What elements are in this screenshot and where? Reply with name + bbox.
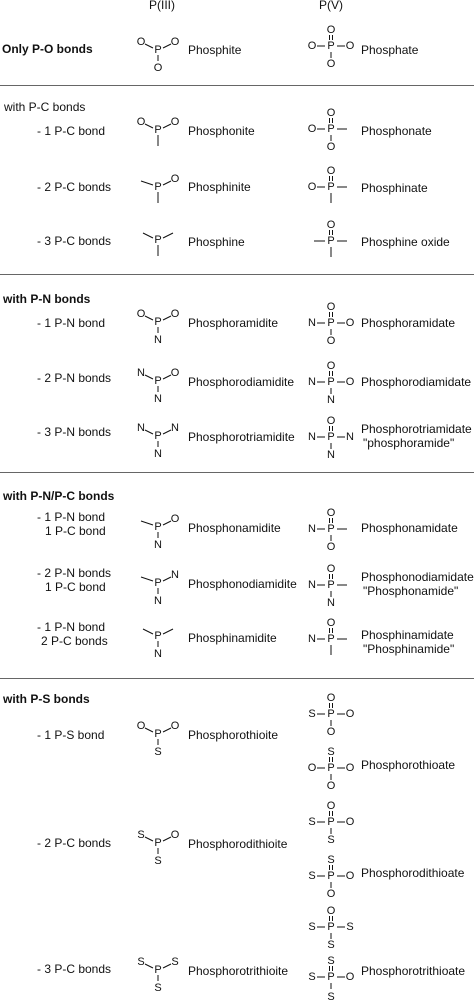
phosphoramidite-structure [135, 300, 185, 348]
svg-text:P: P [327, 522, 335, 535]
p5-compound-name: Phosphinate [361, 181, 428, 195]
svg-text:O: O [326, 691, 336, 704]
section-title-ps: with P-S bonds [3, 692, 90, 706]
p3-compound-name: Phosphonamidite [188, 521, 281, 535]
svg-text:O: O [326, 300, 336, 313]
svg-text:O: O [307, 761, 317, 774]
p3-compound-name: Phosphinite [188, 180, 251, 194]
svg-text:O: O [307, 180, 317, 193]
svg-text:P: P [327, 869, 335, 882]
svg-text:N: N [308, 632, 316, 645]
svg-text:P: P [327, 316, 335, 329]
svg-text:N: N [308, 316, 316, 329]
svg-text:P: P [327, 707, 335, 720]
svg-text:P: P [327, 122, 335, 135]
svg-text:O: O [345, 316, 355, 329]
row-label: - 2 P-N bonds [37, 371, 112, 385]
svg-text:S: S [137, 828, 145, 841]
svg-text:O: O [326, 506, 336, 519]
svg-text:N: N [308, 375, 316, 388]
section-title-pn: with P-N bonds [3, 292, 91, 306]
svg-text:P: P [154, 233, 162, 246]
svg-text:O: O [326, 779, 336, 792]
p3-compound-name: Phosphinamidite [188, 631, 277, 645]
svg-text:P: P [154, 727, 162, 740]
phosphonamidite-structure [135, 505, 185, 553]
p5-compound-name: Phosphorodiamidate [361, 375, 472, 389]
p3-compound-name: Phosphorotrithioite [188, 964, 289, 978]
phosphorotriamidite-structure [135, 414, 185, 462]
phosphorodiamidite-structure [135, 359, 185, 407]
svg-text:O: O [136, 35, 146, 48]
svg-text:N: N [308, 522, 316, 535]
svg-text:O: O [326, 904, 336, 917]
svg-text:P: P [327, 920, 335, 933]
phosphorodithioate-structure-b [305, 852, 361, 908]
svg-text:P: P [327, 632, 335, 645]
phosphorotrithioate-structure-b [305, 953, 361, 1006]
svg-text:P: P [154, 180, 162, 193]
svg-text:N: N [308, 578, 316, 591]
p3-compound-name: Phosphonite [188, 124, 255, 138]
row-label: - 2 P-N bonds [37, 566, 112, 580]
p3-compound-name: Phosphorotriamidite [188, 430, 295, 444]
column-header-p3: P(III) [149, 0, 175, 12]
phosphinite-structure [135, 165, 185, 205]
phosphorotrithioite-structure [135, 948, 185, 996]
svg-text:P: P [154, 429, 162, 442]
svg-text:P: P [327, 39, 335, 52]
phosphorotrithioate-structure-a [305, 903, 361, 959]
svg-text:S: S [327, 954, 335, 967]
phosphorodiamidate-structure [305, 358, 361, 414]
svg-text:O: O [326, 540, 336, 553]
row-label: - 3 P-C bonds [37, 962, 112, 976]
row-label-second-line: 1 P-C bond [45, 524, 106, 538]
svg-text:N: N [154, 538, 162, 551]
p5-compound-name: Phosphorodithioate [361, 866, 465, 880]
svg-text:O: O [326, 334, 336, 347]
svg-text:N: N [327, 448, 335, 461]
row-label: - 2 P-C bonds [37, 180, 112, 194]
phosphonamidate-structure [305, 505, 361, 561]
svg-text:O: O [136, 307, 146, 320]
svg-text:P: P [154, 576, 162, 589]
svg-text:S: S [137, 955, 145, 968]
svg-text:P: P [327, 180, 335, 193]
p5-compound-name: Phosphorotriamidate [361, 422, 472, 436]
svg-text:S: S [308, 815, 316, 828]
phosphonite-structure [135, 108, 185, 148]
phosphine-structure [135, 219, 185, 259]
svg-text:P: P [154, 629, 162, 642]
svg-text:O: O [326, 616, 336, 629]
phosphonodiamidate-structure [305, 561, 361, 617]
svg-text:O: O [345, 869, 355, 882]
p5-compound-name: Phosphate [361, 43, 419, 57]
phosphorodithioate-structure-a [305, 798, 361, 854]
column-header-p5: P(V) [319, 0, 343, 12]
svg-text:P: P [327, 761, 335, 774]
phosphorodithioite-structure [135, 821, 185, 869]
svg-text:O: O [326, 164, 336, 177]
svg-text:N: N [171, 568, 179, 581]
section-divider [0, 678, 474, 679]
p5-compound-name: Phosphonate [361, 124, 432, 138]
p3-compound-name: Phosphorodithioite [188, 837, 288, 851]
svg-text:P: P [154, 963, 162, 976]
phosphine-oxide-structure [305, 217, 361, 273]
phosphorotriamidate-structure [305, 413, 361, 469]
svg-text:S: S [327, 745, 335, 758]
svg-text:S: S [327, 853, 335, 866]
p3-compound-name: Phosphoramidite [188, 316, 279, 330]
section-divider [0, 472, 474, 473]
p3-compound-name: Phosphite [188, 43, 242, 57]
p3-compound-name: Phosphorodiamidite [188, 375, 295, 389]
phosphinate-structure [305, 163, 361, 219]
p5-compound-name: Phosphinamidate [361, 628, 454, 642]
svg-text:S: S [308, 920, 316, 933]
svg-text:S: S [308, 970, 316, 983]
p5-compound-name: Phosphoramidate [361, 316, 456, 330]
phosphorothioate-structure-a [305, 690, 361, 746]
svg-text:O: O [345, 39, 355, 52]
svg-text:O: O [326, 562, 336, 575]
p5-compound-name: Phosphorothioate [361, 758, 456, 772]
section-title-pc: with P-C bonds [4, 100, 86, 114]
section-divider [0, 274, 474, 275]
p5-compound-name: Phosphine oxide [361, 235, 450, 249]
phosphite-structure [135, 28, 185, 76]
svg-text:S: S [327, 938, 335, 951]
svg-text:O: O [307, 122, 317, 135]
svg-text:O: O [307, 39, 317, 52]
p5-compound-alt-name: "phosphoramide" [363, 436, 455, 450]
svg-text:N: N [154, 392, 162, 405]
phosphate-structure [305, 22, 361, 78]
phosphonate-structure [305, 105, 361, 161]
svg-text:S: S [308, 869, 316, 882]
svg-text:O: O [170, 512, 180, 525]
row-label-second-line: 2 P-C bonds [41, 634, 108, 648]
svg-text:O: O [153, 61, 163, 74]
svg-text:O: O [170, 172, 180, 185]
svg-text:S: S [327, 990, 335, 1003]
svg-text:O: O [326, 140, 336, 153]
svg-text:S: S [327, 833, 335, 846]
svg-text:O: O [345, 761, 355, 774]
svg-text:P: P [327, 578, 335, 591]
row-label: - 1 P-N bond [37, 620, 106, 634]
section-divider [0, 85, 474, 86]
svg-text:O: O [326, 359, 336, 372]
svg-text:O: O [345, 970, 355, 983]
svg-text:O: O [136, 719, 146, 732]
svg-text:P: P [154, 520, 162, 533]
svg-text:P: P [154, 836, 162, 849]
svg-text:O: O [345, 707, 355, 720]
svg-text:O: O [136, 115, 146, 128]
p5-compound-name: Phosphorotrithioate [361, 964, 466, 978]
svg-text:P: P [327, 970, 335, 983]
svg-text:O: O [170, 719, 180, 732]
phosphonodiamidite-structure [135, 561, 185, 609]
svg-text:N: N [154, 594, 162, 607]
svg-text:N: N [154, 447, 162, 460]
svg-text:P: P [154, 315, 162, 328]
row-label: - 3 P-C bonds [37, 234, 112, 248]
p3-compound-name: Phosphine [188, 235, 245, 249]
svg-text:O: O [326, 887, 336, 900]
row-label: - 2 P-C bonds [37, 836, 112, 850]
p3-compound-name: Phosphonodiamidite [188, 577, 297, 591]
svg-text:O: O [326, 106, 336, 119]
svg-text:N: N [137, 366, 145, 379]
svg-text:O: O [170, 307, 180, 320]
row-label: - 1 P-N bond [37, 316, 106, 330]
svg-text:N: N [171, 421, 179, 434]
svg-text:O: O [170, 366, 180, 379]
p5-compound-alt-name: "Phosphinamide" [363, 642, 455, 656]
phosphinamidite-structure [135, 615, 185, 663]
svg-text:P: P [154, 374, 162, 387]
p5-compound-name: Phosphonamidate [361, 521, 458, 535]
svg-text:N: N [327, 596, 335, 609]
svg-text:O: O [326, 57, 336, 70]
svg-text:O: O [326, 799, 336, 812]
phosphoramidate-structure [305, 299, 361, 355]
section-title-pnpc: with P-N/P-C bonds [3, 489, 115, 503]
svg-text:S: S [154, 854, 162, 867]
svg-text:P: P [154, 43, 162, 56]
svg-text:P: P [154, 123, 162, 136]
phosphorothioate-structure-b [305, 744, 361, 800]
svg-text:P: P [327, 375, 335, 388]
p5-compound-alt-name: "Phosphonamide" [363, 584, 459, 598]
svg-text:O: O [345, 375, 355, 388]
svg-text:O: O [170, 115, 180, 128]
phosphinamidate-structure [305, 615, 361, 671]
svg-text:O: O [326, 23, 336, 36]
row-label: - 3 P-N bonds [37, 425, 112, 439]
svg-text:S: S [154, 745, 162, 758]
svg-text:P: P [327, 430, 335, 443]
svg-text:O: O [170, 35, 180, 48]
svg-text:N: N [154, 647, 162, 660]
svg-text:N: N [308, 430, 316, 443]
svg-text:N: N [154, 333, 162, 346]
svg-text:O: O [326, 725, 336, 738]
svg-text:O: O [170, 828, 180, 841]
svg-text:O: O [345, 815, 355, 828]
svg-text:N: N [137, 421, 145, 434]
row-label-second-line: 1 P-C bond [45, 580, 106, 594]
svg-text:P: P [327, 234, 335, 247]
svg-text:O: O [326, 218, 336, 231]
row-label: - 1 P-S bond [37, 728, 105, 742]
svg-text:N: N [346, 430, 354, 443]
p3-compound-name: Phosphorothioite [188, 728, 279, 742]
row-label: - 1 P-C bond [37, 124, 106, 138]
svg-text:O: O [326, 414, 336, 427]
svg-text:S: S [154, 981, 162, 994]
svg-text:P: P [327, 815, 335, 828]
section-title-only-po: Only P-O bonds [2, 42, 93, 56]
row-label: - 1 P-N bond [37, 510, 106, 524]
svg-text:N: N [327, 393, 335, 406]
phosphorothioite-structure [135, 712, 185, 760]
svg-text:S: S [346, 920, 354, 933]
svg-text:S: S [171, 955, 179, 968]
svg-text:S: S [308, 707, 316, 720]
p5-compound-name: Phosphonodiamidate [361, 570, 474, 584]
